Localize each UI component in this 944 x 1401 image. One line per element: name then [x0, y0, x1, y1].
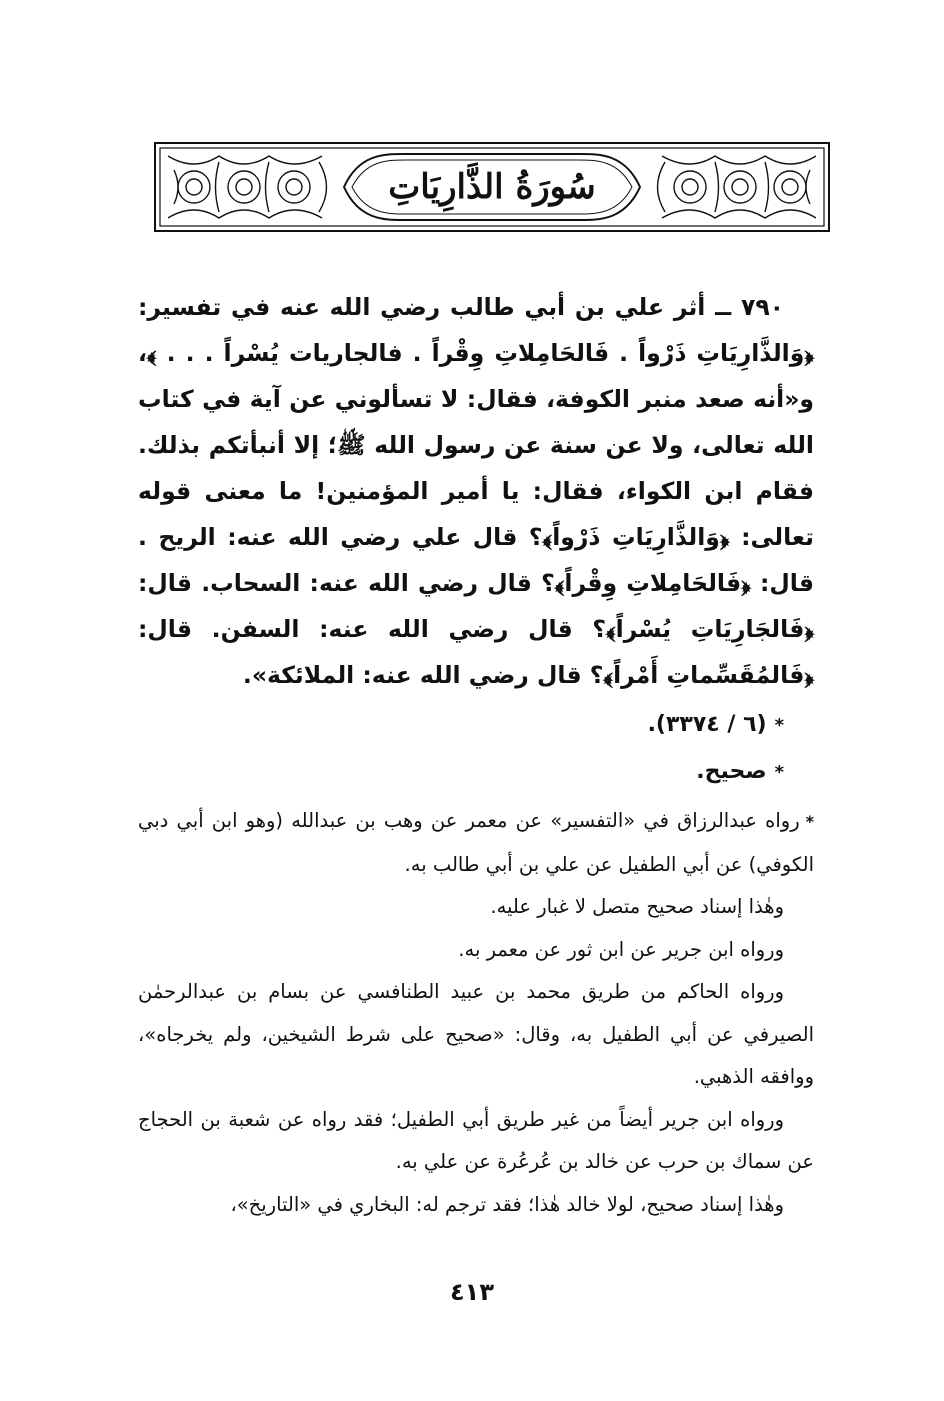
surah-header-banner [154, 142, 830, 232]
note-paragraph [138, 1099, 814, 1184]
page-content [138, 284, 814, 1226]
grading-line [138, 749, 814, 796]
note-text: ورواه الحاكم من طريق محمد بن عبيد الطنافسي عن بسام بن عبدالرحمٰن الصيرفي عن أبي الطفيل به، وقال: «صحيح على شرط الشيخين، ولم يخرجاه»، ووافقه الذهبي. [138, 980, 814, 1088]
note-text: وهٰذا إسناد صحيح، لولا خالد هٰذا؛ فقد ترجم له: البخاري في «التاريخ»، [230, 1192, 784, 1216]
asterisk-icon: * [774, 762, 784, 783]
hadith-number: ٧٩٠ [740, 293, 785, 321]
note-paragraph [138, 886, 814, 929]
page-number: ٤١٣ [450, 1278, 494, 1306]
reference-text: (٦ / ٣٣٧٤). [647, 712, 767, 737]
note-text: ورواه ابن جرير أيضاً من غير طريق أبي الطفيل؛ فقد رواه عن شعبة بن الحجاج عن سماك بن حرب عن خالد بن عُرعُرة عن علي به. [138, 1107, 814, 1173]
asterisk-icon: * [774, 715, 784, 736]
note-text: رواه عبدالرزاق في «التفسير» عن معمر عن وهب بن عبدالله (وهو ابن أبي دبي الكوفي) عن أبي الطفيل عن علي بن أبي طالب به. [138, 809, 814, 876]
hadith-text: ــ أثر علي بن أبي طالب رضي الله عنه في تفسير: ﴿وَالذَّارِيَاتِ ذَرْواً . فَالحَامِلاتِ وِقْراً . فالجاريات يُسْراً . . . ﴾، و«أنه صعد منبر الكوفة، فقال: لا تسألوني عن آية في كتاب الله تعالى، ولا عن سنة عن رسول الله ﷺ؛ إلا أنبأتكم بذلك. فقام ابن الكواء، فقال: يا أمير المؤمنين! ما معنى قوله تعالى: ﴿وَالذَّارِيَاتِ ذَرْواً﴾؟ قال علي رضي الله عنه: الريح . قال: ﴿فَالحَامِلاتِ وِقْراً﴾؟ قال رضي الله عنه: السحاب. قال: ﴿فَالجَارِيَاتِ يُسْراً﴾؟ قال رضي الله عنه: السفن. قال: ﴿فَالمُقَسِّماتِ أَمْراً﴾؟ قال رضي الله عنه: الملائكة». [138, 293, 814, 689]
grading-text: صحيح. [696, 759, 767, 784]
hadith-paragraph [138, 284, 814, 698]
note-paragraph [138, 971, 814, 1099]
note-paragraph [138, 1184, 814, 1227]
surah-title: سُورَةُ الذَّارِيَاتِ [388, 167, 596, 207]
note-paragraph [138, 929, 814, 972]
reference-line [138, 702, 814, 749]
note-paragraph [138, 800, 814, 886]
note-text: وهٰذا إسناد صحيح متصل لا غبار عليه. [490, 895, 784, 918]
note-text: ورواه ابن جرير عن ابن ثور عن معمر به. [458, 937, 784, 961]
asterisk-icon: * [805, 812, 814, 831]
